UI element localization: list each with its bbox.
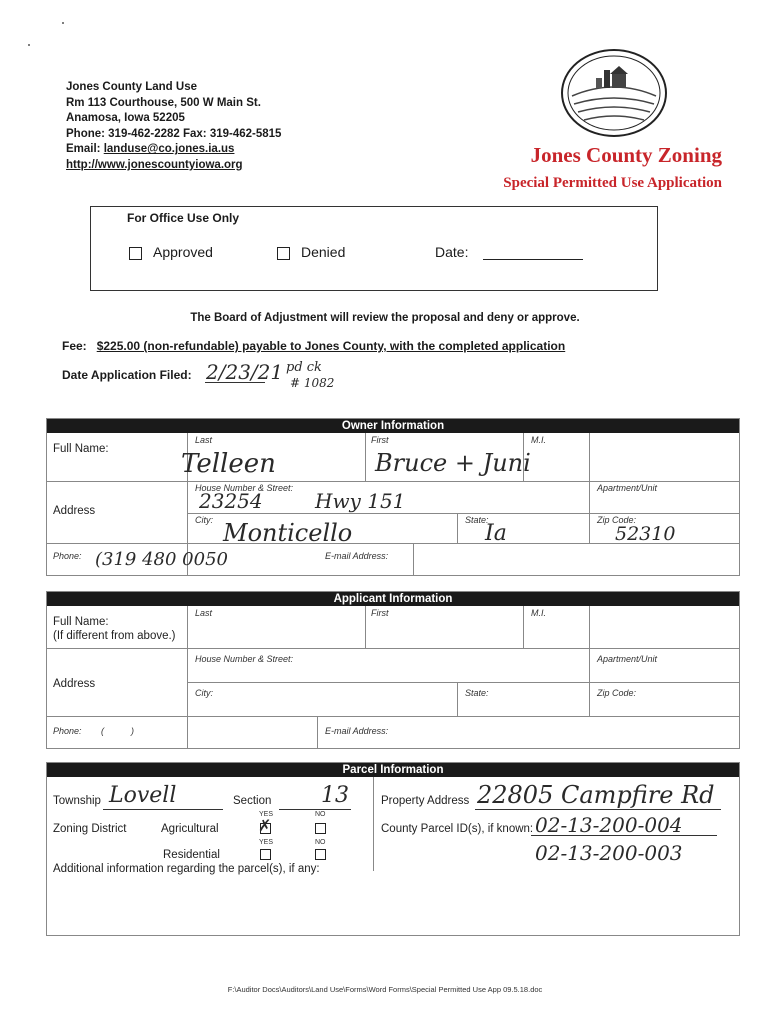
owner-state-value[interactable]: Ia bbox=[485, 521, 507, 546]
website-link[interactable]: http://www.jonescountyiowa.org bbox=[66, 158, 243, 171]
office-name: Jones County Land Use bbox=[66, 81, 197, 93]
divider bbox=[413, 543, 414, 575]
date-filed-value[interactable]: 2/23/21 bbox=[206, 360, 284, 384]
township-underline bbox=[103, 809, 223, 810]
owner-street-label: House Number & Street: bbox=[195, 483, 294, 493]
residential-label: Residential bbox=[163, 849, 220, 861]
parcel-id-underline bbox=[531, 835, 717, 836]
residential-no-checkbox[interactable] bbox=[315, 849, 326, 860]
divider bbox=[589, 606, 590, 716]
owner-address-label: Address bbox=[53, 505, 96, 517]
owner-street-number[interactable]: 23254 bbox=[199, 489, 263, 513]
divider bbox=[47, 648, 739, 649]
date-filed-label: Date Application Filed: bbox=[62, 368, 192, 382]
scan-speck bbox=[62, 22, 64, 24]
applicant-last-label: Last bbox=[195, 608, 213, 618]
agricultural-no-label: NO bbox=[315, 811, 326, 818]
review-notice: The Board of Adjustment will review the proposal and deny or approve. bbox=[190, 312, 580, 324]
page-subtitle: Special Permitted Use Application bbox=[503, 175, 722, 191]
owner-phone-value[interactable]: (319 480 0050 bbox=[95, 549, 228, 570]
owner-zip-value[interactable]: 52310 bbox=[615, 523, 676, 545]
office-email-row bbox=[66, 142, 281, 158]
parcel-id-label: County Parcel ID(s), if known: bbox=[381, 823, 534, 835]
fee-text: $225.00 (non-refundable) payable to Jones County, with the completed application bbox=[96, 339, 566, 353]
scan-speck bbox=[28, 44, 30, 46]
divider bbox=[365, 606, 366, 648]
applicant-zip-label: Zip Code: bbox=[597, 688, 637, 698]
parcel-id-2[interactable]: 02-13-200-003 bbox=[535, 841, 683, 865]
date-field[interactable] bbox=[483, 259, 583, 260]
parcel-heading: Parcel Information bbox=[47, 763, 739, 777]
property-address-underline bbox=[475, 809, 721, 810]
owner-section bbox=[46, 418, 740, 576]
applicant-full-name-note: (If different from above.) bbox=[53, 630, 176, 642]
divider bbox=[187, 606, 188, 748]
applicant-first-label: First bbox=[371, 608, 389, 618]
applicant-street-label: House Number & Street: bbox=[195, 654, 294, 664]
denied-checkbox[interactable] bbox=[277, 247, 290, 260]
section-label: Section bbox=[233, 795, 272, 807]
date-filed-note-2: # 1082 bbox=[290, 376, 335, 390]
township-value[interactable]: Lovell bbox=[109, 783, 177, 808]
divider bbox=[523, 606, 524, 648]
page-title: Jones County Zoning bbox=[530, 143, 722, 167]
divider bbox=[187, 682, 739, 683]
divider bbox=[47, 716, 739, 717]
divider bbox=[187, 513, 739, 514]
divider bbox=[365, 433, 366, 481]
owner-heading: Owner Information bbox=[47, 419, 739, 433]
applicant-state-label: State: bbox=[465, 688, 489, 698]
residential-no-label: NO bbox=[315, 839, 326, 846]
owner-email-label: E-mail Address: bbox=[325, 551, 389, 561]
section-underline bbox=[279, 809, 351, 810]
additional-info-label: Additional information regarding the parcel(s), if any: bbox=[53, 863, 320, 875]
parcel-section bbox=[46, 762, 740, 936]
owner-street-name[interactable]: Hwy 151 bbox=[315, 489, 406, 513]
fee-label: Fee: bbox=[62, 339, 87, 353]
owner-last-value[interactable]: Telleen bbox=[181, 449, 276, 479]
office-use-label: For Office Use Only bbox=[127, 211, 240, 225]
applicant-section bbox=[46, 591, 740, 749]
owner-city-value[interactable]: Monticello bbox=[223, 519, 353, 547]
approved-label: Approved bbox=[153, 244, 213, 260]
owner-full-name-label: Full Name: bbox=[53, 443, 109, 455]
fee-row bbox=[62, 339, 565, 353]
agricultural-no-checkbox[interactable] bbox=[315, 823, 326, 834]
email-link[interactable]: landuse@co.jones.ia.us bbox=[103, 143, 235, 156]
owner-apt-label: Apartment/Unit bbox=[597, 483, 658, 493]
applicant-heading: Applicant Information bbox=[47, 592, 739, 606]
applicant-mi-label: M.I. bbox=[531, 608, 546, 618]
owner-zip-label: Zip Code: bbox=[597, 515, 637, 525]
applicant-apt-label: Apartment/Unit bbox=[597, 654, 658, 664]
applicant-phone-paren-close: ) bbox=[131, 726, 134, 736]
township-label: Township bbox=[53, 795, 101, 807]
owner-city-label: City: bbox=[195, 515, 213, 525]
date-filed-note-1: pd ck bbox=[286, 360, 322, 375]
section-value[interactable]: 13 bbox=[321, 783, 349, 808]
owner-last-label: Last bbox=[195, 435, 213, 445]
email-label: Email: bbox=[66, 143, 104, 156]
additional-info-field[interactable] bbox=[47, 881, 739, 933]
property-address-value[interactable]: 22805 Campfire Rd bbox=[477, 781, 715, 809]
parcel-id-1[interactable]: 02-13-200-004 bbox=[535, 813, 683, 837]
residential-yes-label: YES bbox=[259, 839, 274, 846]
owner-state-label: State: bbox=[465, 515, 489, 525]
applicant-address-label: Address bbox=[53, 678, 96, 690]
divider bbox=[457, 682, 458, 716]
contact-block bbox=[66, 80, 281, 174]
divider bbox=[47, 481, 739, 482]
agricultural-yes-label: YES bbox=[259, 811, 274, 818]
applicant-city-label: City: bbox=[195, 688, 213, 698]
zoning-district-label: Zoning District bbox=[53, 823, 127, 835]
owner-first-value[interactable]: Bruce + Juni bbox=[375, 449, 531, 477]
applicant-phone-paren-open: ( bbox=[101, 726, 104, 736]
property-address-label: Property Address bbox=[381, 795, 470, 807]
office-phone-fax: Phone: 319-462-2282 Fax: 319-462-5815 bbox=[66, 127, 282, 140]
divider bbox=[317, 716, 318, 748]
owner-phone-label: Phone: bbox=[53, 551, 82, 561]
residential-yes-checkbox[interactable] bbox=[260, 849, 271, 860]
applicant-full-name-label: Full Name: bbox=[53, 616, 109, 628]
owner-mi-label: M.I. bbox=[531, 435, 546, 445]
denied-label: Denied bbox=[301, 244, 346, 260]
date-label: Date: bbox=[435, 244, 469, 260]
approved-checkbox[interactable] bbox=[129, 247, 142, 260]
office-use-box bbox=[90, 206, 658, 291]
agricultural-yes-checkmark: ✗ bbox=[258, 816, 272, 835]
applicant-phone-label: Phone: bbox=[53, 726, 82, 736]
applicant-email-label: E-mail Address: bbox=[325, 726, 389, 736]
divider bbox=[457, 513, 458, 543]
footer-file-path: F:\Auditor Docs\Auditors\Land Use\Forms\Word Forms\Special Permitted Use App 09.5.18.doc bbox=[227, 985, 543, 994]
date-filed-underline bbox=[205, 382, 265, 383]
agricultural-label: Agricultural bbox=[161, 823, 219, 835]
divider bbox=[373, 777, 374, 871]
office-address: Rm 113 Courthouse, 500 W Main St. bbox=[66, 96, 261, 109]
county-logo bbox=[560, 48, 668, 138]
office-city: Anamosa, Iowa 52205 bbox=[66, 112, 185, 125]
divider bbox=[589, 433, 590, 543]
owner-first-label: First bbox=[371, 435, 389, 445]
